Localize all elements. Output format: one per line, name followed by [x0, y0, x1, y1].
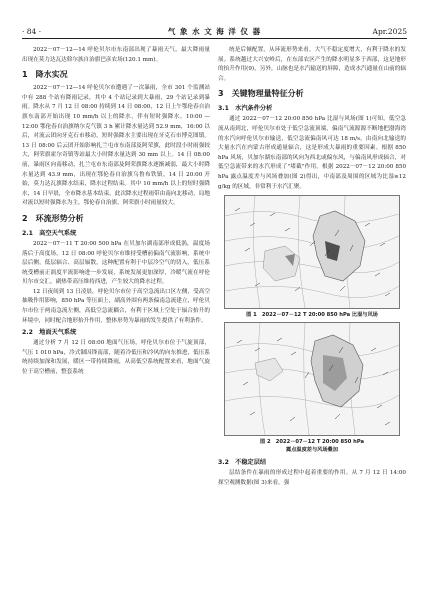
body-paragraph: 通过 2022－07－12 20:00 850 hPa 比湿与风场(图 1)可知，低空急流从南到北，呼伦贝尔市处于低空急流顶端，偏南气流源源不断地把渤海湾的水汽向呼伦贝尔市输送，低空急流偏南风可达 18 m/s，由南向北输送的大量水汽在内蒙古形成通量辐合，这是形成大暴雨的重要因素。根据 850 hPa 风场，贝加尔湖东南部的风向为西北或偏东风，与偏南风形成辐合，对低空急流带来的水汽形成了"堵截"作用。根据 2022－07－12 20:00 850 hPa 露点温度差与风场叠加(图 2)得出，中南部及周围的区域为比湿≥12 g/kg 的区域，非常利于水汽汇聚。: [218, 116, 406, 190]
figure-1-map: [224, 195, 400, 309]
body-paragraph: 2022－07－12—14 呼伦贝尔市遭遇了一次暴雨，全市 301 个监测站中有 288 个站有降雨记录，其中 4 个站记录到大暴雨，29 个站记录到暴雨。降水从 7 月 12 日 08:00 持续到 14 日 08:00，12 日上午鄂伦春自治旗东南部开始出现 10 mm/h 以上的降水，伴有短时强降水。10:00 — 12:00 鄂伦春自治旗纳尔克气镇 3 h 累计降水量达到 52.9 mm，16:00 以后，对流云团向牙克石市移动，短时强降水主要出现在牙克石市博克图镇。13 日 08:00 后云团开始影响扎兰屯市东南部及阿荣旗，此时段小时雨强较大，阿荣旗霍尔奇镇等站最大小时降水量达到 30 mm 以上。14 日 08:00 前，暴雨区向南移动，扎兰屯市东南部及阿荣旗降水逐渐减弱，最大小时降水量达到 43.9 mm，出现在鄂伦春自治旗乌鲁布铁镇。14 日 20:00 开始，莫力达瓦旗降水结束，降水过程结束。其中 10 mm/h 以上的短时强降水，14 日早晨，全市降水基本结束。此次降水过程雨带由南向北移动，局地对流以短时强降水为主，鄂伦春自治旗、阿荣旗小时雨量较大。: [22, 85, 210, 207]
left-column: [22, 46, 210, 378]
body-paragraph: 12 日夜间到 13 日凌晨，呼伦贝尔市位于高空急流出口区左侧，受高空抽吸作用影响，850 hPa 等压面上，副高外围有两条偏南急流建立，呼伦贝尔市位于两南急流左侧，高低空急流耦合，有利于区域上空处于辐合抬升的环境中，同时配合地形抬升作用，整体形势为暴雨的发生提供了有利条件。: [22, 288, 210, 324]
subsection-heading: 2.1 高空天气系统: [22, 229, 77, 237]
body-paragraph: 通过分析 7 月 12 日 08:00 地面气压场，呼伦贝尔市位于气旋顶部，气压 1 010 hPa，冷式锢囚锋南部，随着冷低压和冷风的向东推进，低压系统持续加深和发展，暖区一带持续降雨，从高低空系统配置来看，地面气旋位于高空槽前，整套系统: [22, 340, 210, 376]
body-paragraph: 2022－07－11 T 20:00 500 hPa 在贝加尔湖南部形成低涡，温度场落后于高度场，12 日 08:00 呼伦贝尔市维持受槽前偏南气流影响，系统中层后侧，低层辐合、高层辐散，这种配置有利于中层冷空气的切入，低压系统受槽前正涡度平流影响进一步发展，系统发展更加深厚，冷暖气流在呼伦贝尔市交汇，副热带高压维持西进，产生较大的降水过程。: [22, 240, 210, 286]
section-heading: 2 环流形势分析: [22, 213, 84, 223]
map-image: [225, 323, 399, 435]
figure-1-caption: 图 1 2022－07－12 T 20:00 850 hPa 比湿与风场: [246, 312, 378, 319]
body-paragraph: 统是后倾配置，从环流形势来看，大气不稳定度增大，有利于降水的发展。系统越过大兴安岭后，在东部农区产生的降水明显多于西部，这是地形的抬升作用(9)，另外，山脉也是水汽输送的屏障，造成水汽通量在山前的辐合。: [218, 47, 406, 82]
section-heading: 1 降水实况: [22, 70, 68, 80]
subsection-heading: 3.2 不稳定层结: [218, 459, 267, 467]
page-number: · 84 ·: [22, 27, 42, 36]
section-heading: 3 关键物理量特征分析: [218, 89, 304, 99]
figure-2-caption-line2: 露点温度差与风场叠加: [286, 447, 338, 454]
figure-2-map: [224, 322, 400, 436]
right-column: [218, 46, 406, 488]
journal-name: 气 象 水 文 海 洋 仪 器: [167, 27, 262, 36]
body-paragraph: 层结条件在暴雨的形成过程中起着重要的作用。从 7 月 12 日 14:00 探空观测数据(图 3)来看，强: [218, 470, 406, 486]
figure-2-caption: [218, 438, 406, 454]
subsection-heading: 3.1 水汽条件分析: [218, 105, 273, 113]
subsection-heading: 2.2 地面天气系统: [22, 329, 77, 337]
issue-date: Apr.2025: [372, 27, 407, 36]
map-image: [225, 196, 399, 308]
figure-2-caption-line1: 图 2 2022－07－12 T 20:00 850 hPa: [259, 439, 364, 446]
intro-paragraph: 2022－07－12—14 呼伦贝尔市东南部出现了暴雨天气，最大降雨量出现在莫力达瓦达斡尔族自治旗巴彦农场(120.1 mm)。: [22, 47, 210, 63]
running-header: [22, 26, 407, 39]
